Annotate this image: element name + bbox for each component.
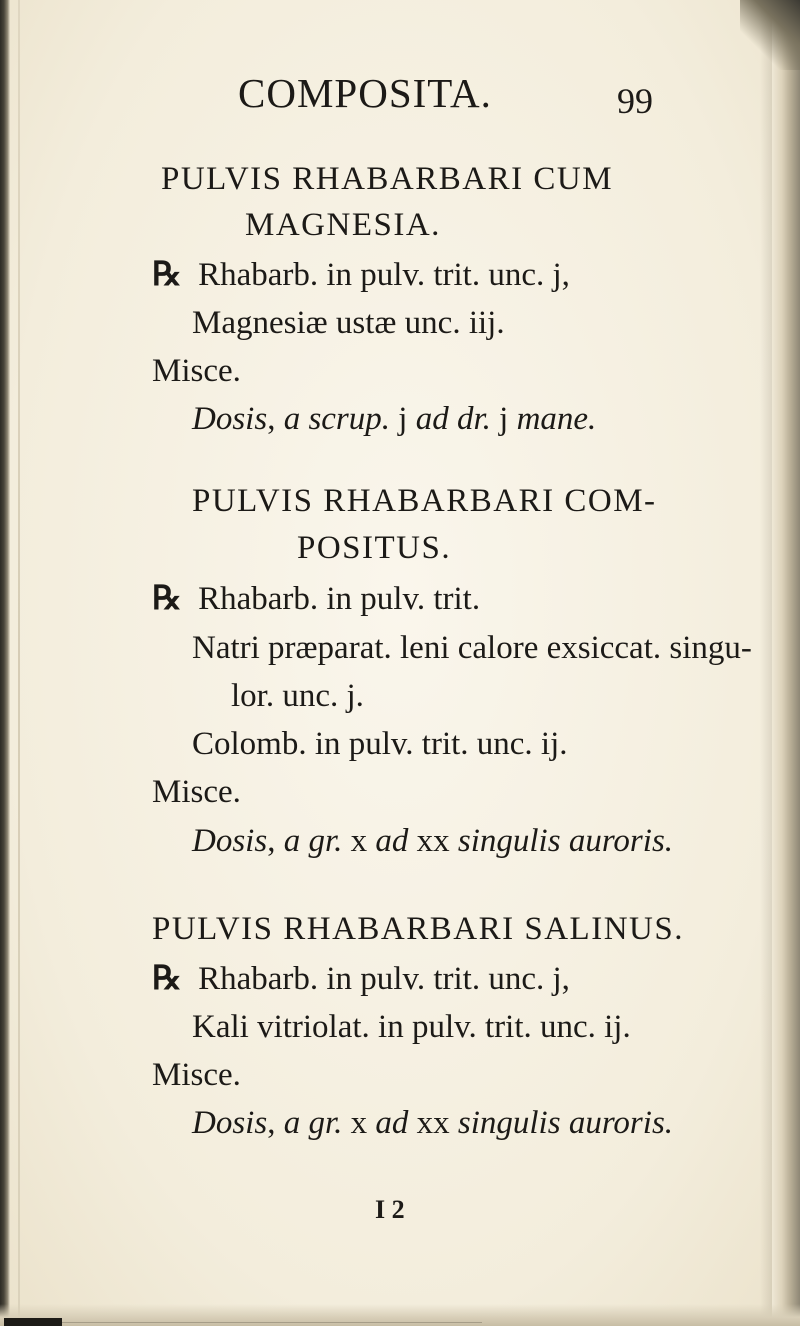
dosis-from: a gr. xyxy=(283,823,343,859)
ingredient-text: Rhabarb. in pulv. trit. xyxy=(198,581,481,617)
section-3-title: PULVIS RHABARBARI SALINUS. xyxy=(152,911,684,947)
dosis-time: singulis auroris. xyxy=(457,823,674,859)
dosis-time: mane. xyxy=(516,401,597,437)
top-right-corner-shadow xyxy=(740,0,800,70)
bottom-rule xyxy=(62,1322,482,1323)
dosis-label: Dosis xyxy=(192,1105,268,1141)
section-3-line-2: Kali vitriolat. in pulv. trit. unc. ij. xyxy=(192,1009,631,1045)
dosis-to-qty: xx xyxy=(408,823,458,859)
section-2-misce: Misce. xyxy=(152,774,241,810)
section-3-line-1 xyxy=(152,963,570,996)
dosis-to-qty: j xyxy=(490,401,517,437)
section-2-line-1 xyxy=(152,583,480,616)
dosis-to: ad xyxy=(375,1105,409,1141)
dosis-from-qty: j xyxy=(390,401,416,437)
section-2-line-3: lor. unc. j. xyxy=(231,678,364,714)
recipe-symbol: ℞ xyxy=(152,961,182,997)
dosis-from: a scrup. xyxy=(283,401,391,437)
section-2-title-line-1: PULVIS RHABARBARI COM- xyxy=(192,483,657,519)
dosis-from-qty: x xyxy=(342,1105,376,1141)
recipe-symbol: ℞ xyxy=(152,257,182,293)
section-1-title-line-1: PULVIS RHABARBARI CUM xyxy=(161,161,614,197)
bottom-left-mark xyxy=(4,1318,62,1326)
signature-mark: I 2 xyxy=(375,1195,405,1224)
left-binding-edge xyxy=(0,0,10,1326)
dosis-sep: , xyxy=(267,401,284,437)
section-3-misce: Misce. xyxy=(152,1057,241,1093)
section-1-dosis xyxy=(192,403,596,436)
section-1-misce: Misce. xyxy=(152,353,241,389)
dosis-label: Dosis xyxy=(192,823,268,859)
dosis-to: ad dr. xyxy=(415,401,491,437)
section-1-line-1 xyxy=(152,259,570,292)
section-2-title-line-2: POSITUS. xyxy=(297,530,452,566)
dosis-from-qty: x xyxy=(342,823,376,859)
section-1-line-2: Magnesiæ ustæ unc. iij. xyxy=(192,305,505,341)
section-2-dosis xyxy=(192,825,673,858)
dosis-time: singulis auroris. xyxy=(457,1105,674,1141)
right-page-shadow xyxy=(760,0,772,1326)
section-2-line-4: Colomb. in pulv. trit. unc. ij. xyxy=(192,726,568,762)
section-2-line-2: Natri præparat. leni calore exsiccat. singu- xyxy=(192,630,752,666)
ingredient-text: Rhabarb. in pulv. trit. unc. j, xyxy=(198,257,570,293)
section-3-dosis xyxy=(192,1107,673,1140)
dosis-sep: , xyxy=(267,823,284,859)
dosis-label: Dosis xyxy=(192,401,268,437)
dosis-from: a gr. xyxy=(283,1105,343,1141)
right-page-edge xyxy=(772,0,800,1326)
dosis-to-qty: xx xyxy=(408,1105,458,1141)
ingredient-text: Rhabarb. in pulv. trit. unc. j, xyxy=(198,961,570,997)
left-margin-shadow xyxy=(18,0,20,1326)
recipe-symbol: ℞ xyxy=(152,581,182,617)
section-1-title-line-2: MAGNESIA. xyxy=(245,207,441,243)
dosis-to: ad xyxy=(375,823,409,859)
running-head: COMPOSITA. xyxy=(238,70,492,116)
dosis-sep: , xyxy=(267,1105,284,1141)
page-number: 99 xyxy=(617,81,653,121)
